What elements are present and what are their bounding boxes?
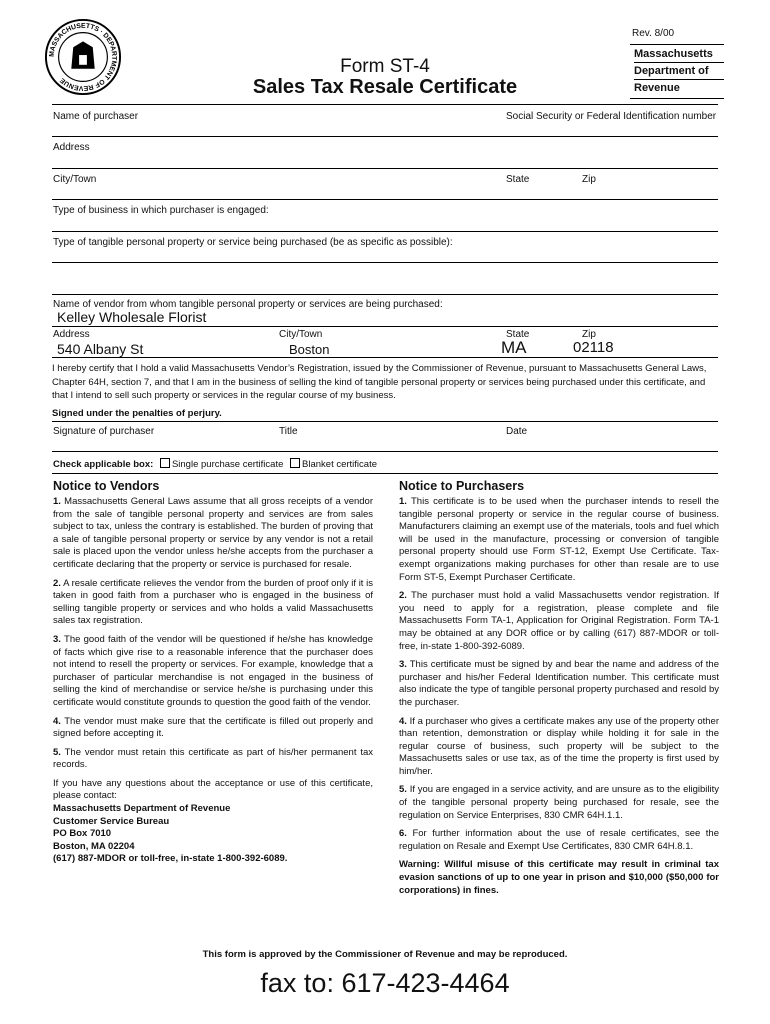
contact-line: PO Box 7010 — [53, 828, 112, 840]
property-type-field-2[interactable] — [52, 294, 718, 295]
department-box — [630, 44, 724, 99]
vendors-notice-heading: Notice to Vendors — [53, 479, 160, 493]
vendor-name-label: Name of vendor from whom tangible personal property or services are being purchased: — [53, 299, 443, 310]
single-purchase-label: Single purchase certificate — [171, 459, 284, 470]
single-purchase-checkbox[interactable] — [160, 458, 170, 468]
purchaser-city-field[interactable] — [52, 199, 718, 200]
vendor-city-label: City/Town — [279, 329, 323, 340]
certification-text: I hereby certify that I hold a valid Massachusetts Vendor’s Registration, issued by the Commissioner of Revenue, pursuant to Massachusetts General Laws, Chapter 64H, section 7, and that I am in the business of selling the kind of tangible personal property or services being purchased under this certificate, and that I intend to sell such property or services in the regular course of my business. — [52, 363, 707, 401]
vendor-zip-value[interactable]: 02118 — [573, 339, 614, 356]
vendor-address-label: Address — [53, 329, 90, 340]
title-label: Title — [279, 426, 298, 437]
contact-line: Massachusetts Department of Revenue — [53, 803, 231, 815]
vendor-name-field — [52, 326, 718, 327]
vendors-notice-item: 4. The vendor must make sure that the certificate is filled out properly and signed before accepting it. — [53, 715, 373, 740]
purchasers-notice-item: 4. If a purchaser who gives a certificate makes any use of the property other than retention, demonstration or display while holding it for sale in the regular course of business, such property will be subject to the Massachusetts sales or use tax, as of the time the property is first used by him/her. — [399, 715, 719, 777]
department-line-3: Revenue — [634, 82, 680, 94]
purchasers-notice-item: 2. The purchaser must hold a valid Massachusetts vendor registration. If you need to apply for a registration, please complete and file Massachusetts Form TA-1, Application for Original Registration. Form TA-1 may be obtained at any DOR office or by calling (617) 887-MDOR or toll-free, in-state 1-800-392-6089. — [399, 590, 719, 652]
date-label: Date — [506, 426, 528, 437]
revision-label: Rev. 8/00 — [632, 28, 675, 39]
business-type-field[interactable] — [52, 231, 718, 232]
vendor-zip-label: Zip — [582, 329, 596, 340]
section-rule — [52, 473, 718, 474]
vendors-notice-item: 2. A resale certificate relieves the vendor from the burden of proof only if it is taken in good faith from a purchaser who is engaged in the business of selling tangible property or services and who holds a valid Massachusetts sales tax registration. — [53, 577, 373, 627]
fax-number: fax to: 617-423-4464 — [260, 968, 510, 998]
penalty-rule — [52, 421, 718, 422]
purchaser-address-field[interactable] — [52, 168, 718, 169]
vendors-notice-item: 5. The vendor must retain this certificate as part of his/her permanent tax records. — [53, 746, 373, 771]
department-line-2: Department of — [634, 63, 724, 80]
purchaser-name-field[interactable] — [52, 136, 718, 137]
purchaser-address-label: Address — [53, 142, 90, 153]
blanket-label: Blanket certificate — [302, 459, 377, 470]
signature-label: Signature of purchaser — [53, 426, 155, 437]
purchaser-state-label: State — [506, 174, 530, 185]
approval-note: This form is approved by the Commissioner of Revenue and may be reproduced. — [202, 949, 568, 960]
purchasers-notice-item: 1. This certificate is to be used when the purchaser intends to resell the tangible personal property or service in the regular course of business. Manufacturers claiming an exempt use of the materials, tools and fuel which will be used in the manufacture, processing or conversion of tangible personal property should use Form ST-12, Exempt Use Certificate. Tax-exempt organizations making purchases for other than resale are to use Form ST-5, Exempt Purchaser Certificate. — [399, 496, 719, 583]
check-applicable-label: Check applicable box: — [53, 459, 154, 470]
checkbox-row — [53, 458, 377, 470]
contact-line: (617) 887-MDOR or toll-free, in-state 1-800-392-6089. — [53, 853, 288, 865]
vendor-address-field — [52, 357, 718, 358]
blanket-checkbox[interactable] — [290, 458, 300, 468]
form-title: Sales Tax Resale Certificate — [252, 76, 518, 98]
business-type-label: Type of business in which purchaser is engaged: — [53, 205, 269, 216]
form-number: Form ST-4 — [340, 56, 430, 77]
vendor-name-value[interactable]: Kelley Wholesale Florist — [57, 309, 207, 325]
signature-field[interactable] — [52, 451, 718, 452]
massachusetts-seal-icon — [44, 18, 122, 96]
purchasers-notice-item: 6. For further information about the use of resale certificates, see the regulation on Resale and Exempt Use Certificates, 830 CMR 64H.8.1. — [399, 828, 719, 852]
contact-line: Boston, MA 02204 — [53, 840, 135, 852]
property-type-label: Type of tangible personal property or service being purchased (be as specific as possible): — [53, 237, 453, 248]
purchasers-notice-heading: Notice to Purchasers — [399, 479, 525, 493]
vendor-city-value[interactable]: Boston — [289, 342, 330, 357]
purchaser-zip-label: Zip — [582, 174, 596, 185]
purchaser-id-label: Social Security or Federal Identification number — [506, 111, 717, 122]
vendors-notice-body — [53, 496, 373, 866]
purchasers-notice-item: 5. If you are engaged in a service activity, and are unsure as to the eligibility of the tangible personal property being purchased for resale, see the regulation on Service Enterprises, 830 CMR 64H.1.1. — [399, 784, 719, 821]
vendors-notice-item: 1. Massachusetts General Laws assume that all gross receipts of a vendor from the sale of tangible personal property and services are from sales subject to tax, unless the contrary is established. The burden of proving that a sale of tangible personal property or service by any vendor is not a retail sale is placed upon the vendor unless he/she accepts from the purchaser a certificate declaring that the property or service is purchased for resale. — [53, 496, 373, 570]
contact-intro: If you have any questions about the acceptance or use of this certificate, please contact: — [53, 777, 373, 802]
vendor-state-label: State — [506, 329, 530, 340]
header-rule — [52, 104, 718, 105]
vendors-notice-item: 3. The good faith of the vendor will be questioned if he/she has knowledge of facts which give rise to a reasonable inference that the purchaser does not intend to resell the property or services. For example, knowledge that a purchaser of particular merchandise is not engaged in the business of selling the kind of merchandise or service he/she is purchasing under this certificate would constitute grounds to question the good faith of the vendor. — [53, 633, 373, 708]
contact-line: Customer Service Bureau — [53, 815, 170, 827]
purchaser-city-label: City/Town — [53, 174, 97, 185]
purchaser-name-label: Name of purchaser — [53, 111, 139, 122]
purchasers-notice-body — [399, 496, 719, 903]
property-type-field[interactable] — [52, 262, 718, 263]
department-line-1: Massachusetts — [634, 46, 724, 63]
vendor-state-value[interactable]: MA — [501, 338, 527, 357]
vendor-address-value[interactable]: 540 Albany St — [57, 341, 144, 357]
purchasers-notice-item: 3. This certificate must be signed by and bear the name and address of the purchaser and his/her Federal Identification number. This certificate must also indicate the type of tangible personal property purchased and resold by the purchaser. — [399, 659, 719, 708]
misuse-warning: Warning: Willful misuse of this certificate may result in criminal tax evasion sanctions of up to one year in prison and $10,000 ($50,000 for corporations) in fines. — [399, 859, 719, 896]
svg-text:MASSACHUSETTS · DEPARTMENT OF: MASSACHUSETTS · DEPARTMENT OF REVENUE — [48, 22, 118, 92]
penalty-statement: Signed under the penalties of perjury. — [52, 408, 222, 419]
